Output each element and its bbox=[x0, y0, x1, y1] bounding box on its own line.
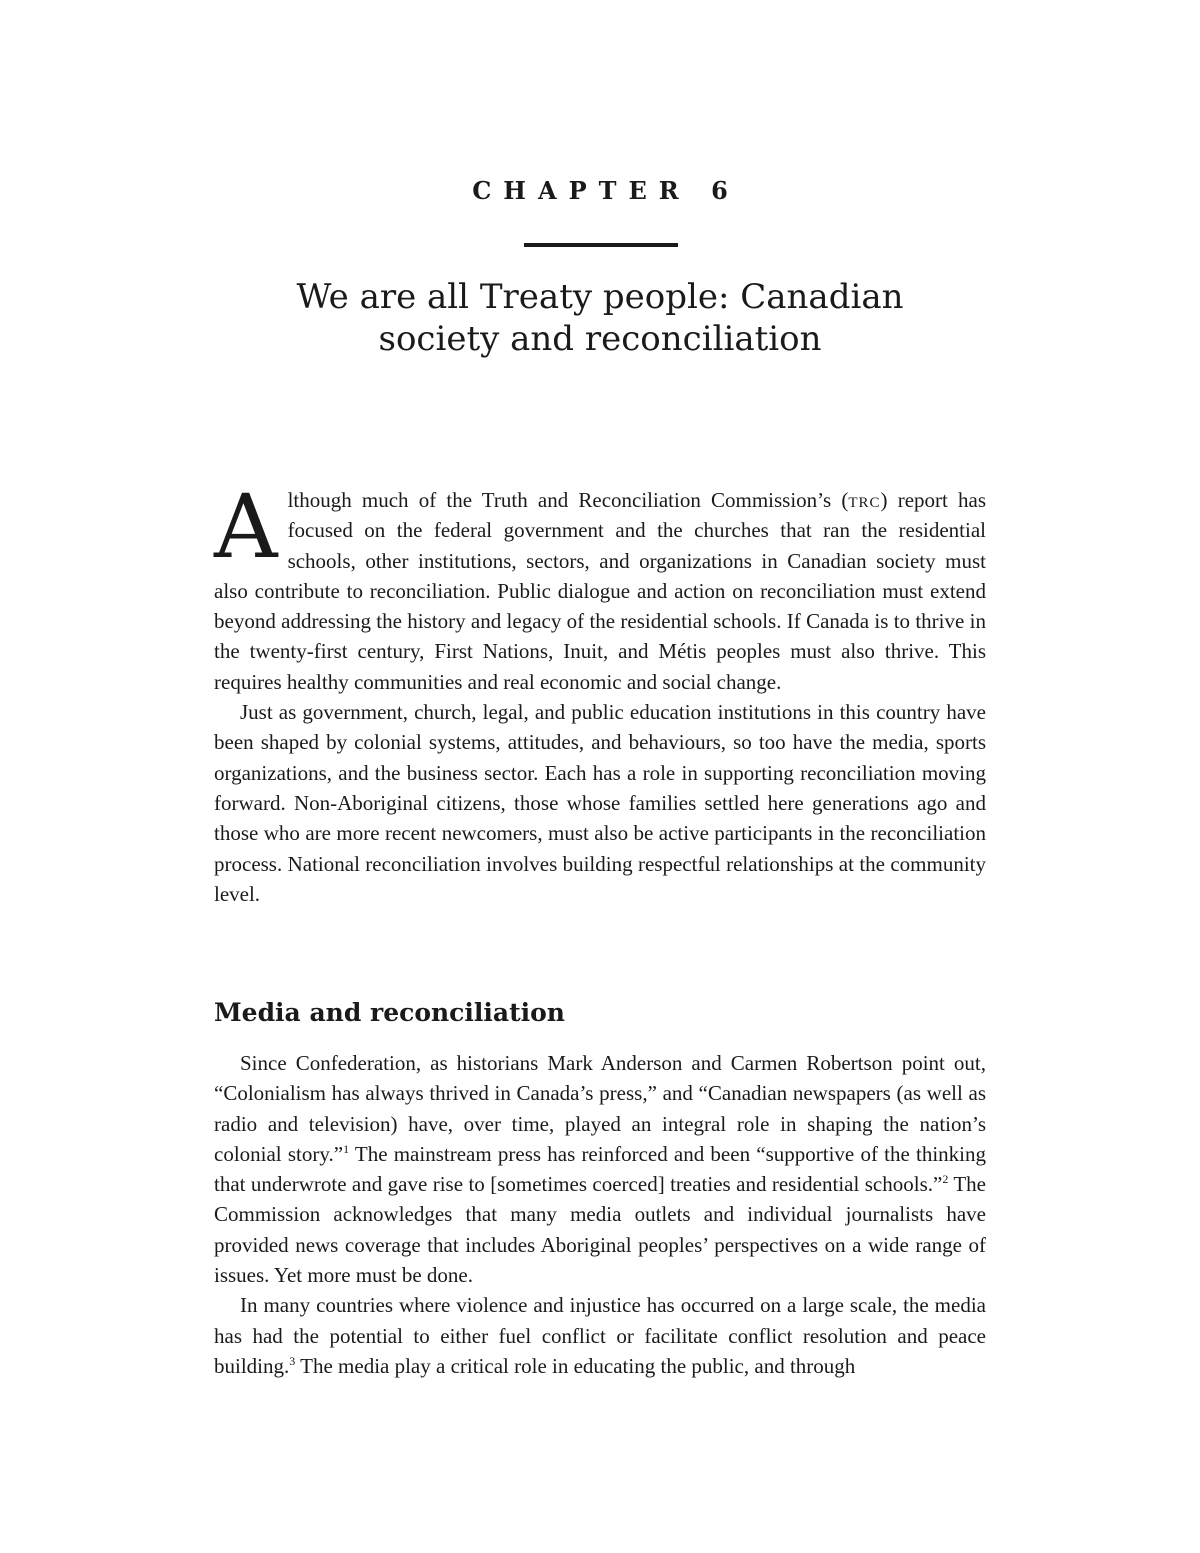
chapter-title-line-1: We are all Treaty people: Canadian bbox=[296, 277, 904, 317]
section-text bbox=[214, 1048, 986, 1381]
section-paragraph-1-part-b: The mainstream press has reinforced and been “supportive of the thinking that underwrote and gave rise to [sometimes coerced] treaties and residential schools.” bbox=[214, 1141, 986, 1197]
section-paragraph-2 bbox=[214, 1290, 986, 1381]
section-paragraph-1-part-c: The Commission acknowledges that many media outlets and individual journalists have provided news coverage that includes Aboriginal peoples’ perspectives on a wide range of issues. Yet more must be done. bbox=[214, 1172, 986, 1288]
chapter-label: CHAPTER 6 bbox=[472, 176, 740, 205]
section-heading: Media and reconciliation bbox=[214, 998, 565, 1027]
intro-paragraph-1-part-a: lthough much of the Truth and Reconciliation Commission’s ( bbox=[287, 488, 849, 512]
drop-cap: A bbox=[214, 475, 278, 578]
chapter-rule-divider bbox=[524, 243, 678, 247]
intro-text bbox=[214, 475, 986, 909]
intro-paragraph-1-part-b: ) report has focused on the federal government and the churches that ran the residential schools, other institutions, sectors, and organizations in Canadian society must also contribute to reconciliation. Public dialogue and action on reconciliation must extend beyond addressing the history and legacy of the residential schools. If Canada is to thrive in the twenty-first century, First Nations, Inuit, and Métis peoples must also thrive. This requires healthy communities and real economic and social change. bbox=[214, 488, 986, 694]
section-paragraph-2-part-b: The media play a critical role in educating the public, and through bbox=[295, 1353, 856, 1378]
trc-abbreviation: trc bbox=[848, 488, 881, 512]
section-paragraph-2-part-a: In many countries where violence and injustice has occurred on a large scale, the media has had the potential to either fuel conflict or facilitate conflict resolution and peace building. bbox=[214, 1293, 986, 1378]
section-paragraph-1 bbox=[214, 1048, 986, 1290]
section-paragraph-1-part-a: Since Confederation, as historians Mark Anderson and Carmen Robertson point out, “Colonialism has always thrived in Canada’s press,” and “Canadian newspapers (as well as radio and television) have, over time, played an integral role in shaping the nation’s colonial story.” bbox=[214, 1051, 986, 1166]
footnote-marker-3: 3 bbox=[289, 1353, 296, 1368]
intro-paragraph-1 bbox=[214, 475, 986, 697]
intro-paragraph-2: Just as government, church, legal, and public education institutions in this country have been shaped by colonial systems, attitudes, and behaviours, so too have the media, sports organizations, and the business sector. Each has a role in supporting reconciliation moving forward. Non-Aboriginal citizens, those whose families settled here generations ago and those who are more recent newcomers, must also be active participants in the reconciliation process. National reconciliation involves building respectful relationships at the community level. bbox=[214, 700, 986, 906]
chapter-title bbox=[150, 276, 1050, 360]
footnote-marker-1: 1 bbox=[343, 1141, 350, 1156]
chapter-title-line-2: society and reconciliation bbox=[378, 319, 822, 359]
footnote-marker-2: 2 bbox=[942, 1172, 949, 1187]
